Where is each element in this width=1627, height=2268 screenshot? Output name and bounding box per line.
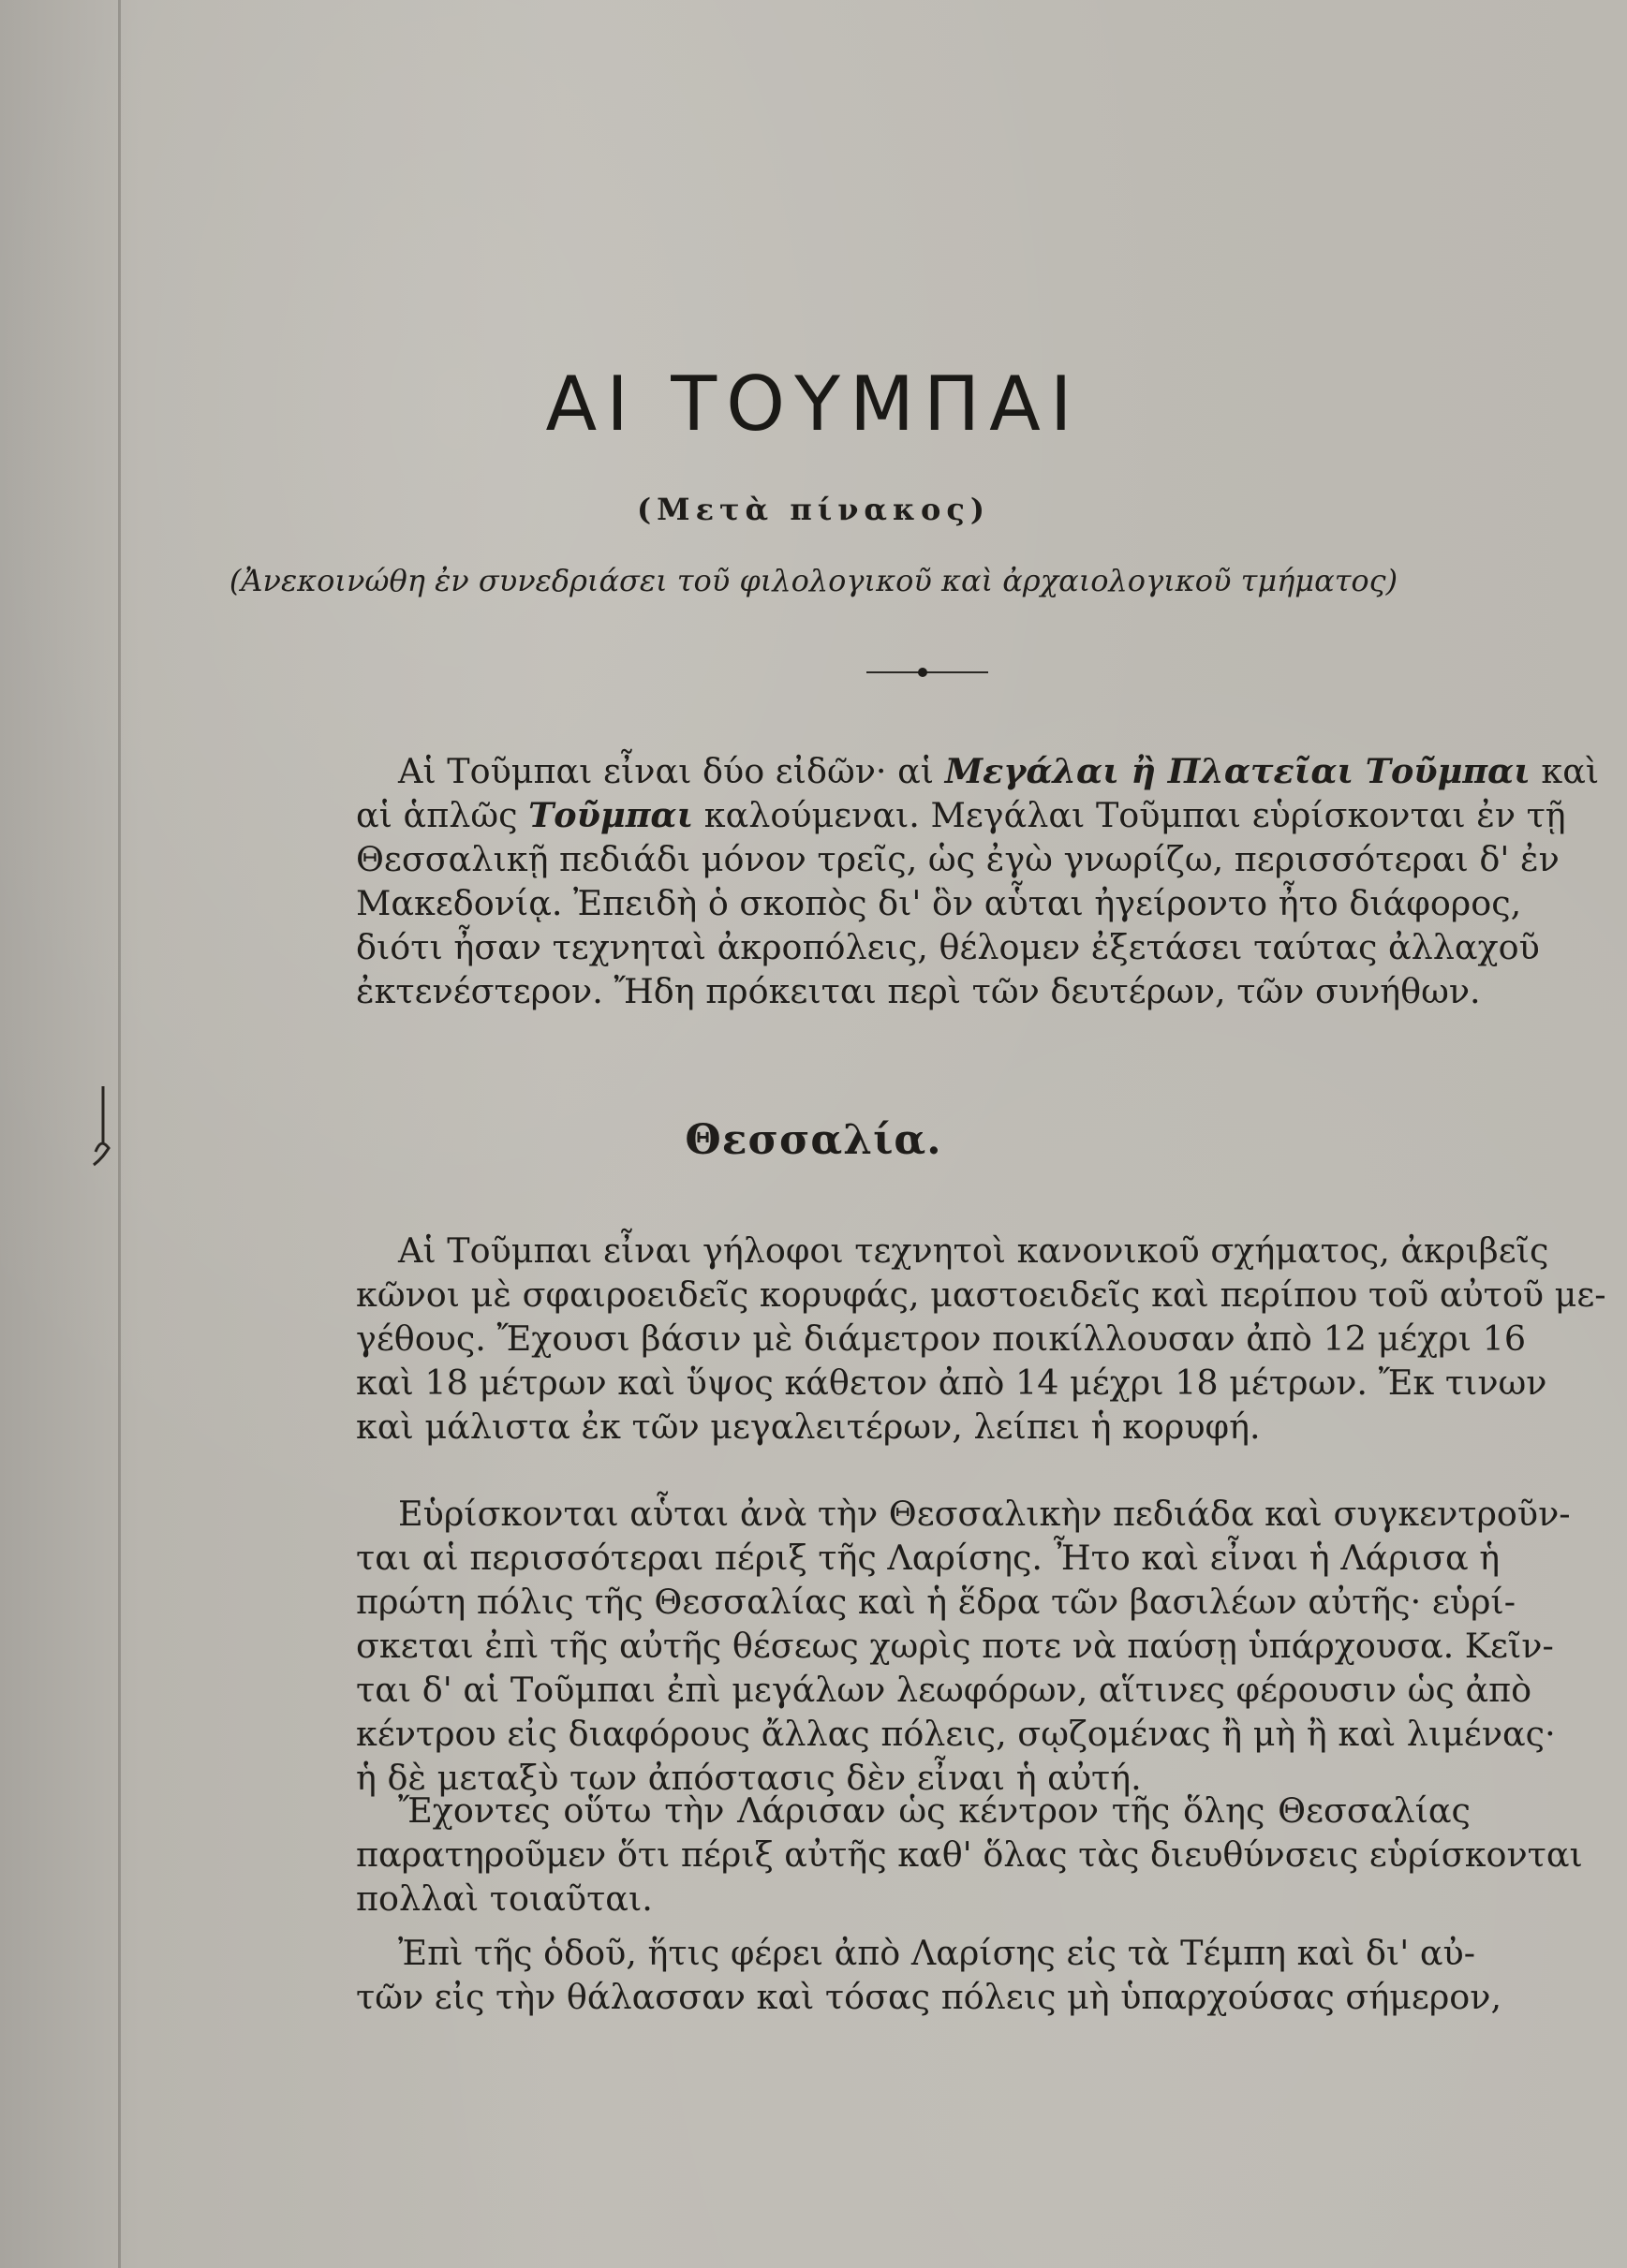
title-divider-dot bbox=[918, 668, 927, 677]
paragraph-line: ἡ δὲ μεταξὺ των ἀπόστασις δὲν εἶναι ἡ αὐτή. bbox=[356, 1758, 1142, 1798]
paragraph-line: ἐκτενέστερον. Ἤδη πρόκειται περὶ τῶν δευτέρων, τῶν συνήθων. bbox=[356, 971, 1481, 1011]
paragraph-line: πρώτη πόλις τῆς Θεσσαλίας καὶ ἡ ἕδρα τῶν βασιλέων αὐτῆς· εὑρί- bbox=[356, 1582, 1516, 1622]
emphasis-text: Τοῦμπαι bbox=[528, 795, 694, 835]
title-divider bbox=[866, 671, 988, 673]
text-run: αἱ ἁπλῶς bbox=[356, 795, 529, 835]
paragraph-road bbox=[356, 1931, 1502, 2019]
page-title: ΑΙ ΤΟΥΜΠΑΙ bbox=[545, 361, 1082, 448]
paragraph-line: παρατηροῦμεν ὅτι πέριξ αὐτῆς καθ' ὅλας τὰς διευθύνσεις εὑρίσκονται bbox=[356, 1834, 1583, 1875]
paragraph-line: Ἔχοντες οὕτω τὴν Λάρισαν ὡς κέντρον τῆς ὅλης Θεσσαλίας bbox=[398, 1790, 1471, 1831]
page-subtitle: (Μετὰ πίνακος) bbox=[637, 492, 990, 527]
paragraph-line: ται αἱ περισσότεραι πέριξ τῆς Λαρίσης. Ἦτο καὶ εἶναι ἡ Λάρισα ἡ bbox=[356, 1538, 1501, 1578]
paragraph-line: σκεται ἐπὶ τῆς αὐτῆς θέσεως χωρὶς ποτε νὰ παύσῃ ὑπάρχουσα. Κεῖν- bbox=[356, 1626, 1554, 1666]
paragraph-line: κῶνοι μὲ σφαιροειδεῖς κορυφάς, μαστοειδεῖς καὶ περίπου τοῦ αὐτοῦ με- bbox=[356, 1274, 1606, 1315]
paragraph-line: ται δ' αἱ Τοῦμπαι ἐπὶ μεγάλων λεωφόρων, αἵτινες φέρουσιν ὡς ἀπὸ bbox=[356, 1670, 1532, 1710]
paragraph-line: διότι ἦσαν τεχνηταὶ ἀκροπόλεις, θέλομεν ἐξετάσει ταύτας ἀλλαχοῦ bbox=[356, 927, 1540, 967]
paragraph-line: τῶν εἰς τὴν θάλασσαν καὶ τόσας πόλεις μὴ ὑπαρχούσας σήμερον, bbox=[356, 1977, 1502, 2017]
paragraph-line: κέντρου εἰς διαφόρους ἄλλας πόλεις, σῳζομένας ἢ μὴ ἢ καὶ λιμένας· bbox=[356, 1714, 1556, 1754]
announcement-note: (Ἀνεκοινώθη ἐν συνεδριάσει τοῦ φιλολογικοῦ καὶ ἀρχαιολογικοῦ τμήματος) bbox=[229, 563, 1398, 598]
emphasis-text: Πλατεῖαι Τοῦμπαι bbox=[1167, 751, 1531, 791]
paragraph-line: καὶ 18 μέτρων καὶ ὕψος κάθετον ἀπὸ 14 μέχρι 18 μέτρων. Ἔκ τινων bbox=[356, 1362, 1547, 1403]
paragraph-line bbox=[356, 749, 1600, 793]
paragraph-intro bbox=[356, 749, 1600, 1013]
paragraph-location bbox=[356, 1492, 1571, 1800]
paragraph-line: καὶ μάλιστα ἐκ τῶν μεγαλειτέρων, λείπει ἡ κορυφή. bbox=[356, 1406, 1261, 1447]
paragraph-line: πολλαὶ τοιαῦται. bbox=[356, 1878, 653, 1919]
text-run: καλούμεναι. Μεγάλαι Τοῦμπαι εὑρίσκονται ἐν τῇ bbox=[693, 795, 1566, 835]
paragraph-line: Θεσσαλικῇ πεδιάδι μόνον τρεῖς, ὡς ἐγὼ γνωρίζω, περισσότεραι δ' ἐν bbox=[356, 839, 1560, 879]
paragraph-line: Αἱ Τοῦμπαι εἶναι γήλοφοι τεχνητοὶ κανονικοῦ σχήματος, ἀκριβεῖς bbox=[398, 1230, 1549, 1271]
paragraph-line: γέθους. Ἔχουσι βάσιν μὲ διάμετρον ποικίλλουσαν ἀπὸ 12 μέχρι 16 bbox=[356, 1318, 1527, 1359]
text-run: Αἱ Τοῦμπαι εἶναι δύο εἰδῶν· αἱ bbox=[398, 751, 945, 791]
paragraph-description bbox=[356, 1229, 1606, 1449]
paragraph-line: Μακεδονίᾳ. Ἐπειδὴ ὁ σκοπὸς δι' ὃν αὗται ἠγείροντο ἦτο διάφορος, bbox=[356, 883, 1522, 923]
paragraph-line: Ἐπὶ τῆς ὁδοῦ, ἥτις φέρει ἀπὸ Λαρίσης εἰς τὰ Τέμπη καὶ δι' αὐ- bbox=[398, 1933, 1476, 1973]
text-run: καὶ bbox=[1530, 751, 1600, 791]
paragraph-line: Εὑρίσκονται αὗται ἀνὰ τὴν Θεσσαλικὴν πεδιάδα καὶ συγκεντροῦν- bbox=[398, 1494, 1571, 1534]
section-heading: Θεσσαλία. bbox=[685, 1116, 942, 1164]
paragraph-line bbox=[356, 793, 1566, 837]
emphasis-text: Μεγάλαι bbox=[944, 751, 1119, 791]
paragraph-larisa bbox=[356, 1789, 1583, 1921]
emphasis-text: ἢ bbox=[1118, 751, 1168, 791]
